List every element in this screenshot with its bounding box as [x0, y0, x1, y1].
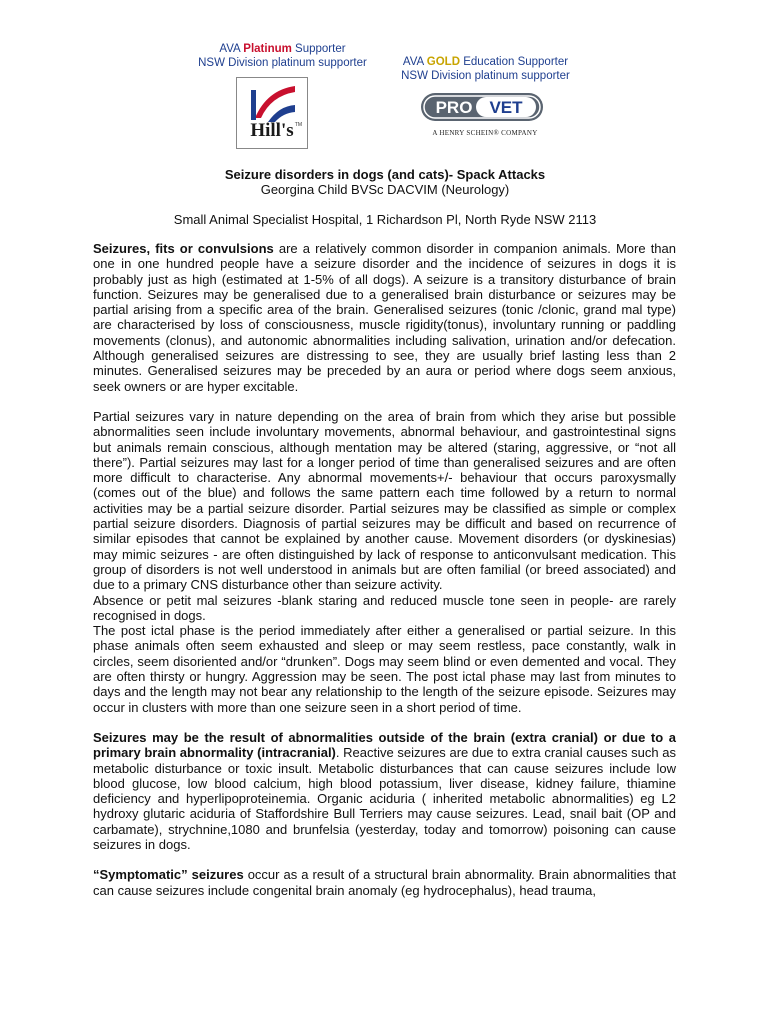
- provet-logo: [420, 92, 544, 122]
- document-author: Georgina Child BVSc DACVIM (Neurology): [260, 182, 510, 197]
- document-title: Seizure disorders in dogs (and cats)- Spack Attacks: [224, 167, 546, 182]
- provet-vet-text: VET: [489, 98, 523, 117]
- provet-sponsor-line2: NSW Division platinum supporter: [401, 70, 570, 82]
- paragraph-post-ictal: The post ictal phase is the period immediately after either a generalised or partial seizure. In this phase animals often seem exhausted and sleep or may seem restless, pace constantly, walk in circles, seem disoriented and/or “drunken”. Dogs may seem blind or even demented and vocal. They are often thirsty or hungry. Aggression may be seen. The post ictal phase may last from minutes to days and the length may not bear any relationship to the length of the seizure episode. Seizures may occur in clusters with more than one seizure seen in a short period of time.: [93, 623, 676, 715]
- hills-sponsor-line2: NSW Division platinum supporter: [198, 57, 367, 69]
- paragraph-lead-bold: “Symptomatic” seizures: [93, 867, 244, 883]
- paragraph-lead-bold: Seizures may be the result of abnormalities outside of the brain (extra cranial) or due to a primary brain abnormality (intracranial): [93, 729, 676, 761]
- document-body: [93, 241, 676, 898]
- hills-logo: [236, 77, 308, 149]
- paragraph-symptomatic: “Symptomatic” seizures occur as a result of a structural brain abnormality. Brain abnormalities that can cause seizures include congenital brain anomaly (eg hydrocephalus), head trauma,: [93, 867, 676, 898]
- provet-pro-text: PRO: [435, 98, 473, 117]
- hills-wordmark: Hill's: [250, 120, 294, 141]
- platinum-label: Platinum: [243, 43, 292, 55]
- henry-schein-caption: A HENRY SCHEIN® COMPANY: [432, 129, 538, 137]
- paragraph-seizures-intro: Seizures, fits or convulsions are a relatively common disorder in companion animals. More than one in one hundred people have a seizure disorder and the incidence of seizures in dogs it is probably just as high (estimated at 1-5% of all dogs). A seizure is a transitory disturbance of brain function. Seizures may be generalised due to a generalised brain disturbance or seizures may be partial arising from a specific area of the brain. Generalised seizures (tonic /clonic, grand mal type) are characterised by loss of consciousness, muscle rigidity(tonus), involuntary running or paddling movements (clonus), and autonomic abnormalities including salivation, urination and/or defecation. Although generalised seizures are distressing to see, they are usually brief lasting less than 2 minutes. Generalised seizures may be preceded by an aura or period where dogs seem anxious, seek owners or are hyper excitable.: [93, 241, 676, 394]
- paragraph-lead-bold: Seizures, fits or convulsions: [93, 241, 274, 256]
- hills-sponsor-heading: [190, 42, 375, 70]
- paragraph-partial-seizures: Partial seizures vary in nature depending on the area of brain from which they arise but possible abnormalities seen include involuntary movements, abnormal behaviour, and gastrointestinal signs but animals remain conscious, although mentation may be altered (staring, aggressive, or “not all there”). Partial seizures may last for a longer period of time than generalised seizures and are often more difficult to characterise. Any abnormal movements+/- behaviour that occurs paroxysmally (comes out of the blue) and follows the same pattern each time followed by a return to normal activities may be a partial seizure disorder. Partial seizures may be classified as simple or complex partial seizure disorders. Diagnosis of partial seizures may be difficult and based on recurrence of similar episodes that cannot be explained by another cause. Movement disorders (or dyskinesias) may mimic seizures - are often distinguished by lack of response to anticonvulsant medication. This group of disorders is not well understood in animals but are often familial (or breed associated) and due to a primary CNS disturbance other than seizure activity.: [93, 408, 676, 593]
- hills-sponsor-line1: AVA Platinum Supporter: [219, 43, 346, 55]
- provet-sponsor-heading: [398, 55, 573, 83]
- gold-label: GOLD: [426, 56, 461, 68]
- paragraph-causes: Seizures may be the result of abnormalities outside of the brain (extra cranial) or due to a primary brain abnormality (intracranial). Reactive seizures are due to extra cranial causes such as metabolic disturbance or toxic insult. Metabolic disturbances that can cause seizures include low blood glucose, low blood calcium, high blood potassium, liver disease, kidney failure, thiamine deficiency and hyperlipoproteinemia. Organic aciduria ( inherited metabolic abnormalities) eg L2 hydroxy glutaric aciduria of Staffordshire Bull Terriers may cause seizures. Lead, snail bait (OP and carbamate), strychnine,1080 and brunfelsia (yesterday, today and tomorrow) poisoning can cause seizures in dogs.: [93, 729, 676, 852]
- document-address: Small Animal Specialist Hospital, 1 Richardson Pl, North Ryde NSW 2113: [173, 212, 597, 227]
- hills-trademark: TM: [294, 122, 302, 128]
- paragraph-absence-seizures: Absence or petit mal seizures -blank staring and reduced muscle tone seen in people- are rarely recognised in dogs.: [93, 592, 676, 623]
- provet-sponsor-line1: AVA GOLD Education Supporter: [402, 56, 569, 68]
